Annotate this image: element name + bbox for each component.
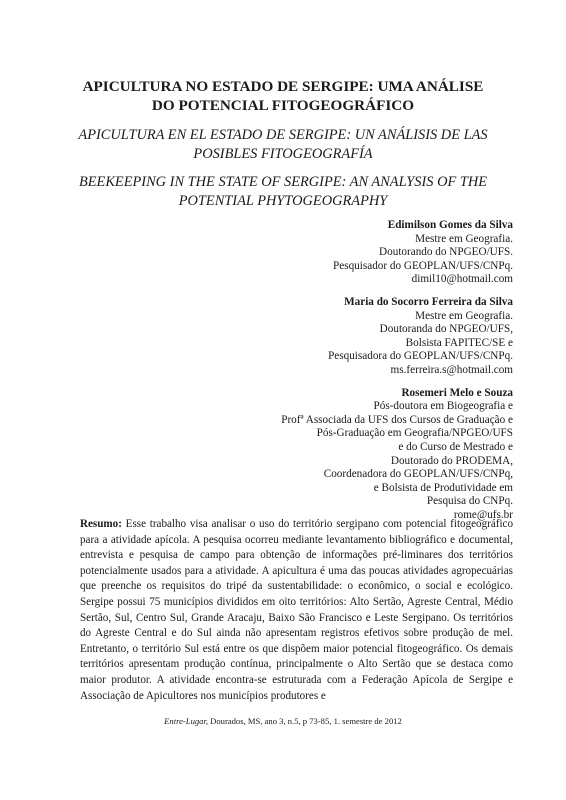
author-affiliation-line: Doutoranda do NPGEO/UFS, <box>379 323 513 336</box>
author-name: Rosemeri Melo e Souza <box>401 386 513 399</box>
author-affiliation-line: Pós-doutora em Biogeografia e <box>373 400 513 413</box>
author-name: Edimilson Gomes da Silva <box>387 219 513 231</box>
title-spanish: APICULTURA EN EL ESTADO DE SERGIPE: UN ANÁLISIS DE LAS POSIBLES FITOGEOGRAFÍA <box>78 127 488 162</box>
author-3 <box>153 387 513 523</box>
author-affiliation-line: Doutorando do NPGEO/UFS. <box>379 246 513 259</box>
author-block <box>153 219 513 531</box>
author-email: ms.ferreira.s@hotmail.com <box>390 363 513 376</box>
page-footer <box>70 716 496 727</box>
author-affiliation-line: Pós-Graduação em Geografia/NPGEO/UFS <box>316 427 513 440</box>
abstract <box>80 517 513 704</box>
author-affiliation-line: Doutorado do PRODEMA, <box>390 454 513 467</box>
author-affiliation-line: e do Curso de Mestrado e <box>398 440 513 453</box>
abstract-text: Esse trabalho visa analisar o uso do território sergipano com potencial fitogeográfico para a atividade apícola. A pesquisa ocorreu mediante levantamento bibliográfico e documental, entrevista e pesquisa de campo para obtenção de informações pré-liminares dos territórios potencialmente usados para a atividade. A apicultura é uma das poucas atividades agropecuárias que preenche os requisitos do tripé da sustentabilidade: o econômico, o social e ecológico. Sergipe possui 75 municípios divididos em oito territórios: Alto Sertão, Agreste Central, Médio Sertão, Sul, Centro Sul, Grande Aracaju, Baixo São Francisco e Leste Sergipano. Os territórios do Agreste Central e do Sul ainda não apresentam registros efetivos sobre produção de mel. Entretanto, o território Sul está entre os que dispõem maior potencial fitogeográfico. Os demais territórios apresentam produção contínua, principalmente o Alto Sertão que se destaca como maior produtor. A atividade encontra-se estruturada com a Federação Apícola de Sergipe e Associação de Apicultores nos municípios produtores e <box>80 518 514 702</box>
author-email: rome@ufs.br <box>453 508 513 521</box>
abstract-label: Resumo: <box>80 518 122 530</box>
author-name: Maria do Socorro Ferreira da Silva <box>344 295 513 308</box>
author-affiliation-line: Pesquisador do GEOPLAN/UFS/CNPq. <box>333 259 513 272</box>
author-2 <box>153 296 513 378</box>
author-affiliation-line: e Bolsista de Produtividade em <box>373 481 513 494</box>
author-affiliation-line: Mestre em Geografia. <box>415 309 513 322</box>
author-affiliation-line: Mestre em Geografia. <box>415 232 513 245</box>
journal-name: Entre-Lugar, <box>164 716 209 726</box>
author-affiliation-line: Profª Associada da UFS dos Cursos de Graduação e <box>281 413 513 426</box>
citation-details: Dourados, MS, ano 3, n.5, p 73-85, 1. semestre de 2012 <box>208 716 402 726</box>
author-affiliation-line: Pesquisadora do GEOPLAN/UFS/CNPq. <box>328 350 513 363</box>
title-english: BEEKEEPING IN THE STATE OF SERGIPE: AN ANALYSIS OF THE POTENTIAL PHYTOGEOGRAPHY <box>78 174 488 209</box>
author-affiliation-line: Coordenadora do GEOPLAN/UFS/CNPq, <box>323 468 513 481</box>
author-1 <box>153 219 513 287</box>
author-affiliation-line: Pesquisa do CNPq. <box>426 495 513 508</box>
title-portuguese: APICULTURA NO ESTADO DE SERGIPE: UMA ANÁLISE DO POTENCIAL FITOGEOGRÁFICO <box>82 78 484 114</box>
author-email: dimil10@hotmail.com <box>411 273 513 286</box>
author-affiliation-line: Bolsista FAPITEC/SE e <box>405 336 513 349</box>
